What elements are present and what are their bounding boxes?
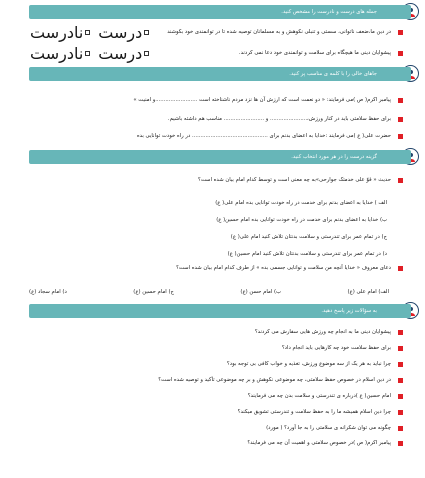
mc-question-1: حدیث « قوّ علی خدمتک جوارحی»به چه معنی است و توسط کدام امام بیان شده است؟ [198, 177, 391, 183]
mc-option[interactable]: د) امام سجاد (ع) [29, 289, 67, 295]
tf-choices-2 [30, 43, 149, 63]
short-answer-question: پیامبر اکرم( ص )در خصوص سلامتی و اهمیت آن چه می فرمایند؟ [247, 440, 391, 446]
mc-option[interactable]: الف ) خدایا به اعضای بدنم برای خدمت در راه خودت توانایی بده امام علی( ع) [215, 200, 387, 206]
section-1-header: جمله های درست و نادرست را مشخص کنید. [29, 5, 411, 19]
mc-option[interactable]: الف) امام علی (ع) [347, 289, 389, 295]
section-4-header: به سؤالات زیر پاسخ دهید. [29, 304, 411, 318]
bullet-icon [398, 410, 403, 415]
bullet-icon [398, 378, 403, 383]
bullet-icon [398, 346, 403, 351]
tf-statement-1: در دین ما،ضعف ناتوانی، سستی و تنبلی نکوهش و به مسلمانان توصیه شده تا در توانمندی خود بکوشند [167, 29, 391, 35]
tf-choices-1 [30, 22, 149, 42]
bullet-icon [398, 134, 403, 139]
bullet-icon [398, 51, 403, 56]
true-checkbox-1[interactable] [144, 30, 149, 35]
mc-option[interactable]: ب) خدایا به اعضای بدنم برای خدمت در راه خودت توانایی بده امام حسین( ع) [216, 217, 387, 223]
short-answer-question: پیشوایان دینی ما به انجام چه ورزش هایی سفارش می کردند؟ [254, 329, 391, 335]
fill-blank-2: برای حفظ سلامتی باید در کنار ورزش،...................... و ........................ مناسب هم داشته باشیم. [167, 116, 391, 122]
mc-question-2: دعای معروف « خدایا آنچه من سلامت و توانایی جسمی بده » از طرف کدام امام بیان شده است؟ [176, 265, 391, 271]
false-label-1: نادرست [30, 22, 84, 42]
mc-options-row [29, 288, 389, 296]
bullet-icon [398, 441, 403, 446]
fill-blank-1: پیامبر اکرم( ص )می فرمایند: « دو نعمت است که ارزش آن ها نزد مردم ناشناخته است .........................و امنیت » [133, 97, 391, 103]
bullet-icon [398, 178, 403, 183]
mc-option[interactable]: ب) امام حسن (ع) [240, 289, 282, 295]
fill-blank-3: حضرت علی( ع )می فرمایند :خدایا به اعضای بدنم برای ............................................. در راه خودت توانایی بده [136, 133, 391, 139]
bullet-icon [398, 266, 403, 271]
bullet-icon [398, 117, 403, 122]
bullet-icon [398, 426, 403, 431]
bullet-icon [398, 30, 403, 35]
false-checkbox-1[interactable] [85, 30, 90, 35]
short-answer-question: برای حفظ سلامت خود چه کارهایی باید انجام داد؟ [281, 345, 391, 351]
short-answer-question: چرا دین اسلام همیشه ما را به حفظ سلامت و تندرستی تشویق میکند؟ [237, 409, 391, 415]
section-2-header: جاهای خالی را با کلمه ی مناسب پر کنید. [29, 67, 411, 81]
true-label-1: درست [98, 22, 143, 42]
true-checkbox-2[interactable] [144, 51, 149, 56]
mc-option[interactable]: ج) امام حسین (ع) [133, 289, 174, 295]
false-checkbox-2[interactable] [85, 51, 90, 56]
bullet-icon [398, 362, 403, 367]
false-label-2: نادرست [30, 43, 84, 63]
mc-option[interactable]: د) در تمام عمر برای تندرستی و سلامت بدنتان تلاش کنید امام حسین( ع) [227, 251, 387, 257]
bullet-icon [398, 98, 403, 103]
mc-option[interactable]: ج) در تمام عمر برای تندرستی و سلامت بدنتان تلاش کنید امام علی( ع) [230, 234, 387, 240]
short-answer-question: چگونه می توان شکرانه ی سلامتی را به جا آورد؟ ( مورد) [266, 425, 391, 431]
true-label-2: درست [98, 43, 143, 63]
section-3-header: گزینه درست را در هر مورد انتخاب کنید. [29, 150, 411, 164]
short-answer-question: چرا نباید به هر یک از سه موضوع ورزش، تغذیه و خواب کافی بی توجه بود؟ [226, 361, 391, 367]
short-answer-question: در دین اسلام در خصوص حفظ سلامتی، چه موضوعی نکوهش و بر چه موضوعی تأکید و توصیه شده است؟ [158, 377, 391, 383]
short-answer-question: امام حسین( ع )درباره ی تندرستی و سلامت بدن چه می فرمایند؟ [247, 393, 391, 399]
tf-statement-2: پیشوایان دینی ما هیچگاه برای سلامت و توانمندی خود دعا نمی کردند. [238, 50, 391, 56]
bullet-icon [398, 330, 403, 335]
bullet-icon [398, 394, 403, 399]
